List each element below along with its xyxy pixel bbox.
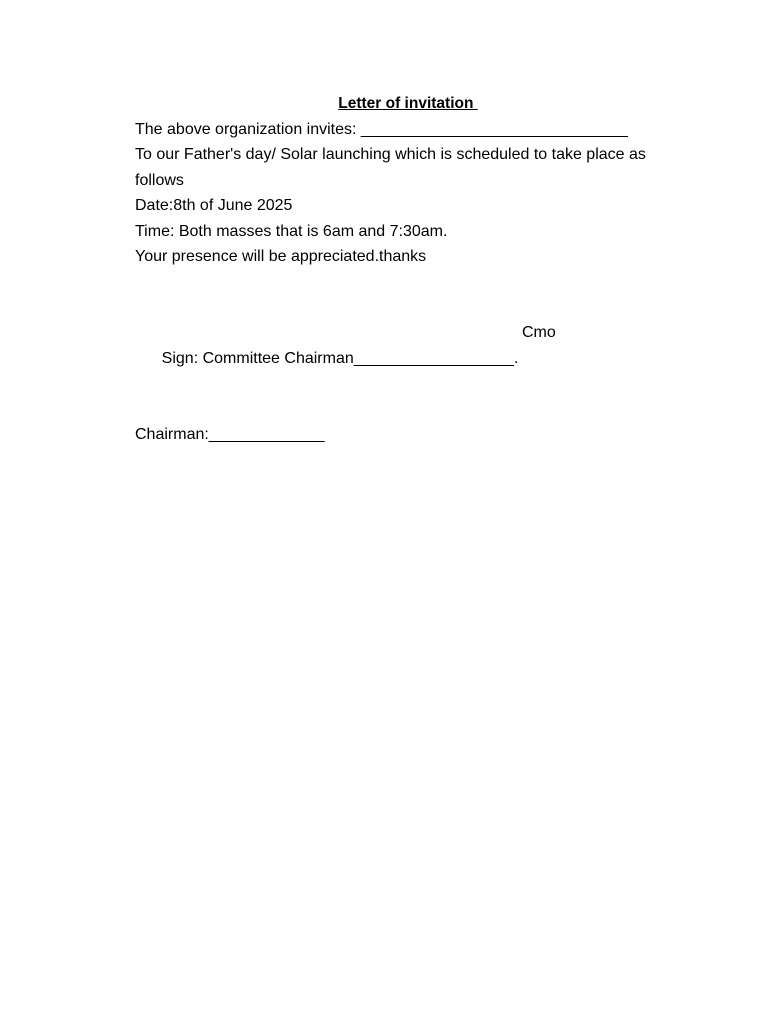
cmo-label: Cmo [522, 324, 556, 342]
event-line-continued: follows [135, 171, 184, 189]
date-line: Date:8th of June 2025 [135, 197, 293, 215]
letter-title: Letter of invitation [338, 95, 478, 112]
time-line: Time: Both masses that is 6am and 7:30am. [135, 222, 448, 240]
event-line: To our Father's day/ Solar launching which is scheduled to take place as [135, 146, 646, 164]
letter-body [135, 117, 665, 447]
signature-row [135, 320, 665, 422]
closing-line: Your presence will be appreciated.thanks [135, 248, 427, 266]
spacer [135, 269, 665, 320]
chairman-signature: Chairman:_____________ [135, 425, 325, 443]
invites-line: The above organization invites: ______________________________ [135, 121, 628, 138]
committee-chairman-signature: Sign: Committee Chairman__________________. [161, 349, 519, 367]
